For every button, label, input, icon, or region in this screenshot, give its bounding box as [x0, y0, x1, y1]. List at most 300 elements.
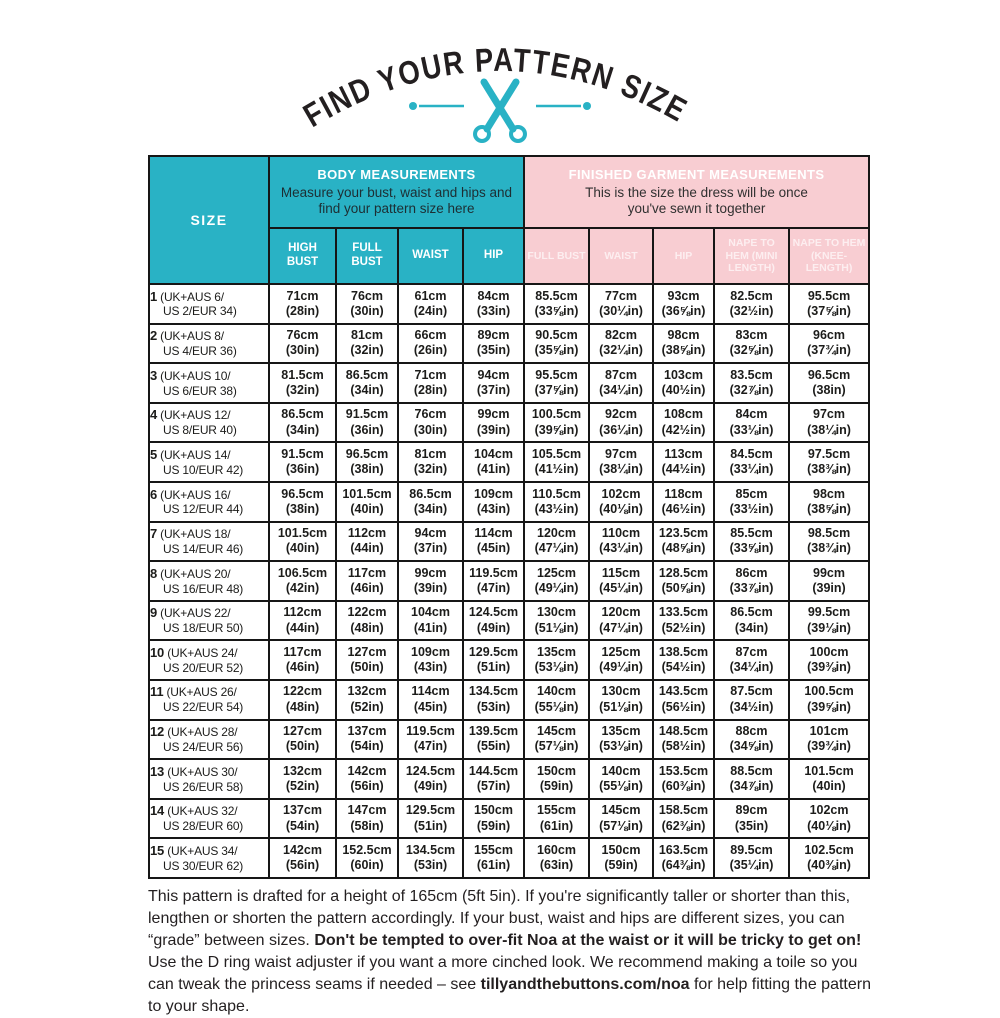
measurement-cell	[789, 522, 869, 562]
measurement-cm: 97cm	[605, 446, 637, 461]
measurement-in: (38in)	[350, 462, 384, 477]
measurement-cell	[653, 640, 714, 680]
size-label-cell	[149, 720, 269, 760]
measurement-cm: 76cm	[286, 328, 319, 343]
measurement-cm: 99.5cm	[807, 605, 851, 620]
measurement-cm: 104cm	[474, 446, 513, 461]
size-label-cell	[149, 640, 269, 680]
column-header-label: FULL BUST	[527, 249, 586, 262]
measurement-cell	[269, 284, 336, 324]
measurement-in: (58½in)	[661, 739, 706, 754]
measurement-cm: 88.5cm	[730, 763, 773, 778]
measurement-in: (34in)	[734, 620, 769, 635]
size-label-line1: (UK+AUS 20/	[160, 566, 231, 581]
measurement-in: (37⅝in)	[807, 303, 851, 318]
measurement-in: (38¼in)	[599, 462, 643, 477]
measurement-cell	[653, 363, 714, 403]
measurement-cm: 143.5cm	[658, 684, 709, 699]
measurement-cm: 85cm	[735, 486, 768, 501]
measurement-cell	[714, 363, 789, 403]
measurement-cell	[398, 640, 463, 680]
measurement-cell	[653, 442, 714, 482]
measurement-cell	[463, 403, 524, 443]
measurement-in: (35in)	[476, 343, 511, 358]
size-row	[149, 680, 869, 720]
measurement-cm: 83.5cm	[730, 367, 773, 382]
measurement-cell	[398, 838, 463, 878]
measurement-cell	[269, 759, 336, 799]
measurement-cell	[398, 324, 463, 364]
measurement-cell	[714, 482, 789, 522]
measurement-in: (37in)	[476, 382, 511, 397]
measurement-in: (40in)	[350, 501, 384, 516]
measurement-in: (47in)	[413, 739, 448, 754]
measurement-cell	[589, 640, 653, 680]
measurement-in: (39⅛in)	[807, 620, 851, 635]
measurement-cm: 122cm	[347, 605, 387, 620]
column-header	[589, 228, 653, 284]
measurement-cm: 86.5cm	[345, 367, 389, 382]
measurement-cm: 135cm	[601, 724, 641, 739]
size-label-line2: US 26/EUR 58)	[163, 779, 244, 794]
size-label-cell	[149, 522, 269, 562]
measurement-in: (61in)	[476, 858, 511, 873]
measurement-in: (36in)	[350, 422, 384, 437]
size-label-line2: US 2/EUR 34)	[163, 304, 237, 319]
column-header	[524, 228, 589, 284]
measurement-cm: 84cm	[477, 288, 510, 303]
footnote-segment: Don't be tempted to over-fit Noa at the waist or it will be tricky to get on!	[314, 932, 862, 950]
measurement-cm: 98cm	[813, 486, 846, 501]
measurement-in: (28in)	[413, 382, 448, 397]
measurement-in: (32¼in)	[599, 343, 643, 358]
size-row	[149, 522, 869, 562]
measurement-cell	[269, 799, 336, 839]
measurement-cell	[653, 522, 714, 562]
measurement-cell	[398, 680, 463, 720]
measurement-cell	[336, 284, 398, 324]
measurement-cm: 127cm	[347, 644, 387, 659]
size-label-cell	[149, 838, 269, 878]
measurement-in: (59in)	[539, 778, 574, 793]
measurement-cm: 109cm	[411, 644, 450, 659]
measurement-in: (30in)	[285, 343, 320, 358]
measurement-cm: 96.5cm	[281, 486, 324, 501]
measurement-in: (40½in)	[661, 382, 706, 397]
size-label-cell	[149, 403, 269, 443]
size-row	[149, 324, 869, 364]
title-area	[0, 8, 1000, 158]
measurement-cell	[714, 403, 789, 443]
measurement-cell	[714, 640, 789, 680]
measurement-cell	[336, 442, 398, 482]
size-label-line2: US 6/EUR 38)	[163, 383, 237, 398]
measurement-cm: 109cm	[474, 486, 513, 501]
size-label-line1: (UK+AUS 24/	[167, 645, 238, 660]
measurement-in: (57in)	[476, 778, 511, 793]
measurement-cell	[714, 720, 789, 760]
measurement-in: (26in)	[413, 343, 448, 358]
measurement-cell	[336, 680, 398, 720]
measurement-in: (36¼in)	[599, 422, 643, 437]
measurement-in: (40in)	[812, 778, 846, 793]
measurement-cm: 110.5cm	[532, 486, 581, 501]
column-header	[398, 228, 463, 284]
measurement-cm: 150cm	[474, 803, 513, 818]
measurement-cell	[589, 442, 653, 482]
size-number: 4	[150, 407, 158, 423]
measurement-cell	[524, 284, 589, 324]
measurement-cm: 89.5cm	[730, 842, 773, 857]
measurement-in: (48⅝in)	[661, 541, 706, 556]
size-row	[149, 799, 869, 839]
measurement-in: (49in)	[476, 620, 511, 635]
measurement-cell	[398, 363, 463, 403]
measurement-cell	[653, 482, 714, 522]
size-label-line1: (UK+AUS 34/	[167, 843, 238, 858]
measurement-in: (39⅝in)	[807, 699, 851, 714]
measurement-in: (41½in)	[534, 462, 579, 477]
measurement-cell	[269, 680, 336, 720]
measurement-cm: 61cm	[414, 288, 447, 303]
measurement-in: (64⅜in)	[661, 858, 706, 873]
measurement-in: (38¼in)	[807, 422, 851, 437]
measurement-cm: 89cm	[477, 328, 510, 343]
size-label-line2: US 10/EUR 42)	[163, 462, 244, 477]
footnote-segment: for help fitting the pattern to your shape.	[148, 976, 871, 1016]
column-header	[714, 228, 789, 284]
measurement-cm: 90.5cm	[535, 328, 578, 343]
measurement-cell	[524, 403, 589, 443]
size-number: 3	[150, 367, 158, 383]
measurement-cm: 103cm	[664, 367, 703, 382]
measurement-cell	[398, 799, 463, 839]
size-label-line2: US 24/EUR 56)	[163, 739, 244, 754]
measurement-cm: 71cm	[414, 367, 447, 382]
measurement-in: (48in)	[285, 699, 320, 714]
size-number: 11	[150, 684, 164, 700]
measurement-cell	[524, 324, 589, 364]
measurement-cm: 96.5cm	[807, 367, 851, 382]
measurement-cell	[789, 759, 869, 799]
measurement-cm: 91.5cm	[281, 446, 324, 461]
column-header	[653, 228, 714, 284]
measurement-cm: 101cm	[809, 724, 849, 739]
measurement-in: (43in)	[413, 660, 448, 675]
measurement-cell	[463, 680, 524, 720]
size-label-line2: US 16/EUR 48)	[163, 581, 244, 596]
measurement-cm: 145cm	[537, 724, 576, 739]
measurement-cm: 83cm	[735, 328, 768, 343]
measurement-cell	[589, 799, 653, 839]
measurement-cell	[463, 324, 524, 364]
measurement-cm: 98cm	[667, 328, 700, 343]
measurement-cm: 88cm	[735, 724, 768, 739]
measurement-in: (34⅞in)	[729, 778, 774, 793]
measurement-cell	[653, 601, 714, 641]
measurement-cell	[789, 680, 869, 720]
measurement-in: (57⅛in)	[599, 818, 643, 833]
measurement-cm: 128.5cm	[658, 565, 709, 580]
measurement-cm: 150cm	[601, 842, 641, 857]
footnote	[148, 886, 882, 1018]
measurement-cell	[336, 601, 398, 641]
measurement-cm: 81cm	[351, 328, 383, 343]
size-number: 1	[150, 288, 158, 304]
measurement-cm: 140cm	[601, 763, 641, 778]
measurement-in: (46in)	[285, 660, 320, 675]
measurement-cm: 118cm	[664, 486, 703, 501]
size-number: 13	[150, 763, 165, 779]
measurement-in: (33⅝in)	[729, 541, 774, 556]
page-title: FIND YOUR PATTERN SIZE	[296, 40, 698, 134]
measurement-in: (45in)	[476, 541, 511, 556]
measurement-in: (38⅝in)	[661, 343, 706, 358]
measurement-in: (40⅛in)	[599, 501, 643, 516]
measurement-in: (41in)	[476, 462, 511, 477]
measurement-in: (63in)	[539, 858, 574, 873]
measurement-cell	[653, 720, 714, 760]
measurement-cell	[714, 680, 789, 720]
measurement-cell	[463, 640, 524, 680]
measurement-in: (35¼in)	[729, 858, 774, 873]
measurement-cell	[589, 720, 653, 760]
measurement-in: (34in)	[285, 422, 320, 437]
measurement-in: (52in)	[350, 699, 384, 714]
measurement-cm: 132cm	[347, 684, 387, 699]
measurement-cell	[714, 561, 789, 601]
size-number: 7	[150, 526, 158, 542]
measurement-cell	[463, 799, 524, 839]
measurement-cm: 97cm	[813, 407, 846, 422]
measurement-cm: 87cm	[605, 367, 637, 382]
measurement-cm: 95.5cm	[807, 288, 851, 303]
measurement-in: (37⅝in)	[534, 382, 579, 397]
measurement-in: (34in)	[350, 382, 384, 397]
measurement-cell	[463, 561, 524, 601]
measurement-in: (33⅝in)	[534, 303, 579, 318]
measurement-cm: 145cm	[601, 803, 641, 818]
size-label-line2: US 4/EUR 36)	[163, 344, 237, 358]
measurement-cm: 124.5cm	[405, 763, 456, 778]
measurement-cm: 91.5cm	[345, 407, 389, 422]
size-row	[149, 363, 869, 403]
measurement-cell	[336, 363, 398, 403]
measurement-cell	[524, 680, 589, 720]
measurement-in: (30in)	[350, 303, 384, 318]
measurement-in: (56½in)	[661, 699, 706, 714]
measurement-cm: 163.5cm	[658, 842, 709, 857]
measurement-cm: 104cm	[411, 605, 450, 620]
garment-group-subtitle: This is the size the dress will be once you've sewn it together	[585, 184, 808, 216]
measurement-in: (60in)	[350, 858, 384, 873]
measurement-cell	[653, 561, 714, 601]
measurement-cell	[789, 403, 869, 443]
measurement-in: (52in)	[285, 778, 320, 793]
size-label-cell	[149, 601, 269, 641]
measurement-in: (33⅛in)	[729, 422, 774, 437]
measurement-cm: 86cm	[735, 565, 768, 580]
measurement-cm: 119.5cm	[406, 724, 455, 739]
measurement-cm: 127cm	[283, 724, 322, 739]
measurement-in: (55in)	[476, 739, 511, 754]
measurement-cell	[653, 403, 714, 443]
measurement-in: (35⅝in)	[534, 343, 579, 358]
measurement-cm: 98.5cm	[807, 526, 851, 541]
measurement-in: (33in)	[476, 303, 511, 318]
measurement-cell	[463, 522, 524, 562]
size-row	[149, 601, 869, 641]
measurement-cm: 125cm	[537, 565, 576, 580]
measurement-cm: 142cm	[283, 842, 322, 857]
measurement-cm: 99cm	[477, 407, 510, 422]
measurement-cm: 135cm	[537, 644, 576, 659]
measurement-in: (39in)	[812, 580, 846, 595]
measurement-in: (50⅝in)	[661, 580, 706, 595]
measurement-cm: 87.5cm	[730, 684, 773, 699]
measurement-cm: 114cm	[474, 526, 513, 541]
measurement-cell	[398, 522, 463, 562]
measurement-cm: 129.5cm	[405, 803, 456, 818]
size-number: 6	[150, 486, 158, 502]
measurement-cm: 84.5cm	[730, 446, 773, 461]
measurement-cell	[653, 799, 714, 839]
measurement-in: (39in)	[413, 580, 448, 595]
measurement-in: (24in)	[413, 303, 448, 318]
size-label-line2: US 22/EUR 54)	[163, 700, 244, 715]
measurement-cell	[336, 403, 398, 443]
measurement-cell	[589, 522, 653, 562]
measurement-cell	[524, 363, 589, 403]
measurement-in: (34⅝in)	[729, 739, 774, 754]
size-number: 14	[150, 803, 165, 819]
measurement-in: (46½in)	[661, 501, 706, 516]
measurement-cm: 102cm	[809, 803, 849, 818]
footnote-segment: This pattern is drafted for a height of 165cm (5ft 5in). If you're significantly taller or shorter than this, lengthen or shorten the pattern accordingly. If your bust, waist and hips are different sizes, you can “grade” between sizes.	[148, 888, 851, 950]
measurement-in: (40⅜in)	[807, 858, 851, 873]
size-label-cell	[149, 799, 269, 839]
measurement-cell	[463, 284, 524, 324]
size-label-cell	[149, 442, 269, 482]
column-header-label: NAPE TO HEM (MINI LENGTH)	[725, 237, 778, 275]
size-row	[149, 482, 869, 522]
measurement-cell	[336, 759, 398, 799]
size-label-line2: US 18/EUR 50)	[163, 621, 244, 636]
measurement-in: (53in)	[476, 699, 511, 714]
measurement-cm: 144.5cm	[468, 763, 519, 778]
measurement-cell	[269, 482, 336, 522]
measurement-cell	[269, 442, 336, 482]
measurement-cell	[789, 284, 869, 324]
measurement-cell	[789, 640, 869, 680]
measurement-cm: 142cm	[347, 763, 387, 778]
size-label-line1: (UK+AUS 14/	[160, 447, 231, 462]
measurement-cm: 120cm	[537, 526, 576, 541]
measurement-cm: 87cm	[735, 644, 768, 659]
measurement-cell	[524, 482, 589, 522]
measurement-in: (32in)	[285, 382, 320, 397]
size-label-line1: (UK+AUS 8/	[160, 329, 224, 344]
size-number: 12	[150, 724, 165, 740]
measurement-in: (43¼in)	[599, 541, 643, 556]
measurement-in: (40in)	[285, 541, 320, 556]
measurement-in: (41in)	[413, 620, 448, 635]
measurement-in: (53in)	[413, 858, 448, 873]
garment-group-title: FINISHED GARMENT MEASUREMENTS	[568, 166, 825, 182]
column-header-label: FULL BUST	[351, 242, 383, 268]
measurement-cell	[336, 838, 398, 878]
measurement-in: (55⅛in)	[599, 778, 643, 793]
measurement-cm: 113cm	[664, 446, 703, 461]
measurement-cm: 100.5cm	[531, 407, 582, 422]
measurement-cm: 102.5cm	[804, 842, 854, 857]
measurement-cm: 123.5cm	[658, 526, 709, 541]
measurement-in: (57⅛in)	[534, 739, 579, 754]
measurement-cm: 96.5cm	[345, 446, 389, 461]
size-label-line2: US 28/EUR 60)	[163, 819, 244, 834]
size-number: 9	[150, 605, 158, 621]
size-row	[149, 284, 869, 324]
measurement-in: (54in)	[285, 818, 320, 833]
measurement-in: (45in)	[413, 699, 448, 714]
size-label-line1: (UK+AUS 28/	[167, 725, 238, 740]
measurement-in: (56in)	[350, 778, 384, 793]
measurement-cm: 102cm	[601, 486, 641, 501]
measurement-in: (42in)	[285, 580, 320, 595]
measurement-in: (49in)	[413, 778, 448, 793]
size-label-line1: (UK+AUS 32/	[167, 804, 238, 819]
measurement-in: (34¼in)	[729, 660, 774, 675]
measurement-cm: 95.5cm	[535, 367, 578, 382]
measurement-cm: 122cm	[283, 684, 322, 699]
measurement-cell	[589, 680, 653, 720]
measurement-cell	[269, 522, 336, 562]
measurement-in: (39¾in)	[807, 739, 851, 754]
measurement-cell	[714, 799, 789, 839]
measurement-cm: 100cm	[809, 644, 849, 659]
measurement-in: (53⅛in)	[599, 739, 643, 754]
measurement-in: (49¼in)	[534, 580, 579, 595]
size-label-cell	[149, 680, 269, 720]
measurement-in: (62⅜in)	[661, 818, 706, 833]
size-label-cell	[149, 324, 269, 364]
measurement-in: (39in)	[476, 422, 511, 437]
measurement-cm: 158.5cm	[658, 803, 709, 818]
measurement-cm: 155cm	[537, 803, 576, 818]
measurement-cell	[336, 561, 398, 601]
size-label-cell	[149, 759, 269, 799]
measurement-cm: 89cm	[735, 803, 768, 818]
measurement-in: (42½in)	[661, 422, 706, 437]
size-label-line2: US 14/EUR 46)	[163, 541, 244, 556]
size-row	[149, 403, 869, 443]
size-chart-table	[148, 155, 870, 879]
measurement-cell	[589, 561, 653, 601]
measurement-cm: 130cm	[537, 605, 576, 620]
measurement-in: (38¾in)	[807, 541, 851, 556]
finished-garment-header	[524, 156, 869, 228]
measurement-cm: 147cm	[347, 803, 387, 818]
measurement-cm: 77cm	[605, 288, 637, 303]
measurement-in: (55⅛in)	[534, 699, 579, 714]
measurement-cm: 137cm	[347, 724, 387, 739]
measurement-cm: 94cm	[477, 367, 510, 382]
measurement-cell	[789, 363, 869, 403]
measurement-cm: 108cm	[664, 407, 703, 422]
measurement-cell	[463, 442, 524, 482]
measurement-cell	[463, 838, 524, 878]
measurement-cell	[589, 363, 653, 403]
